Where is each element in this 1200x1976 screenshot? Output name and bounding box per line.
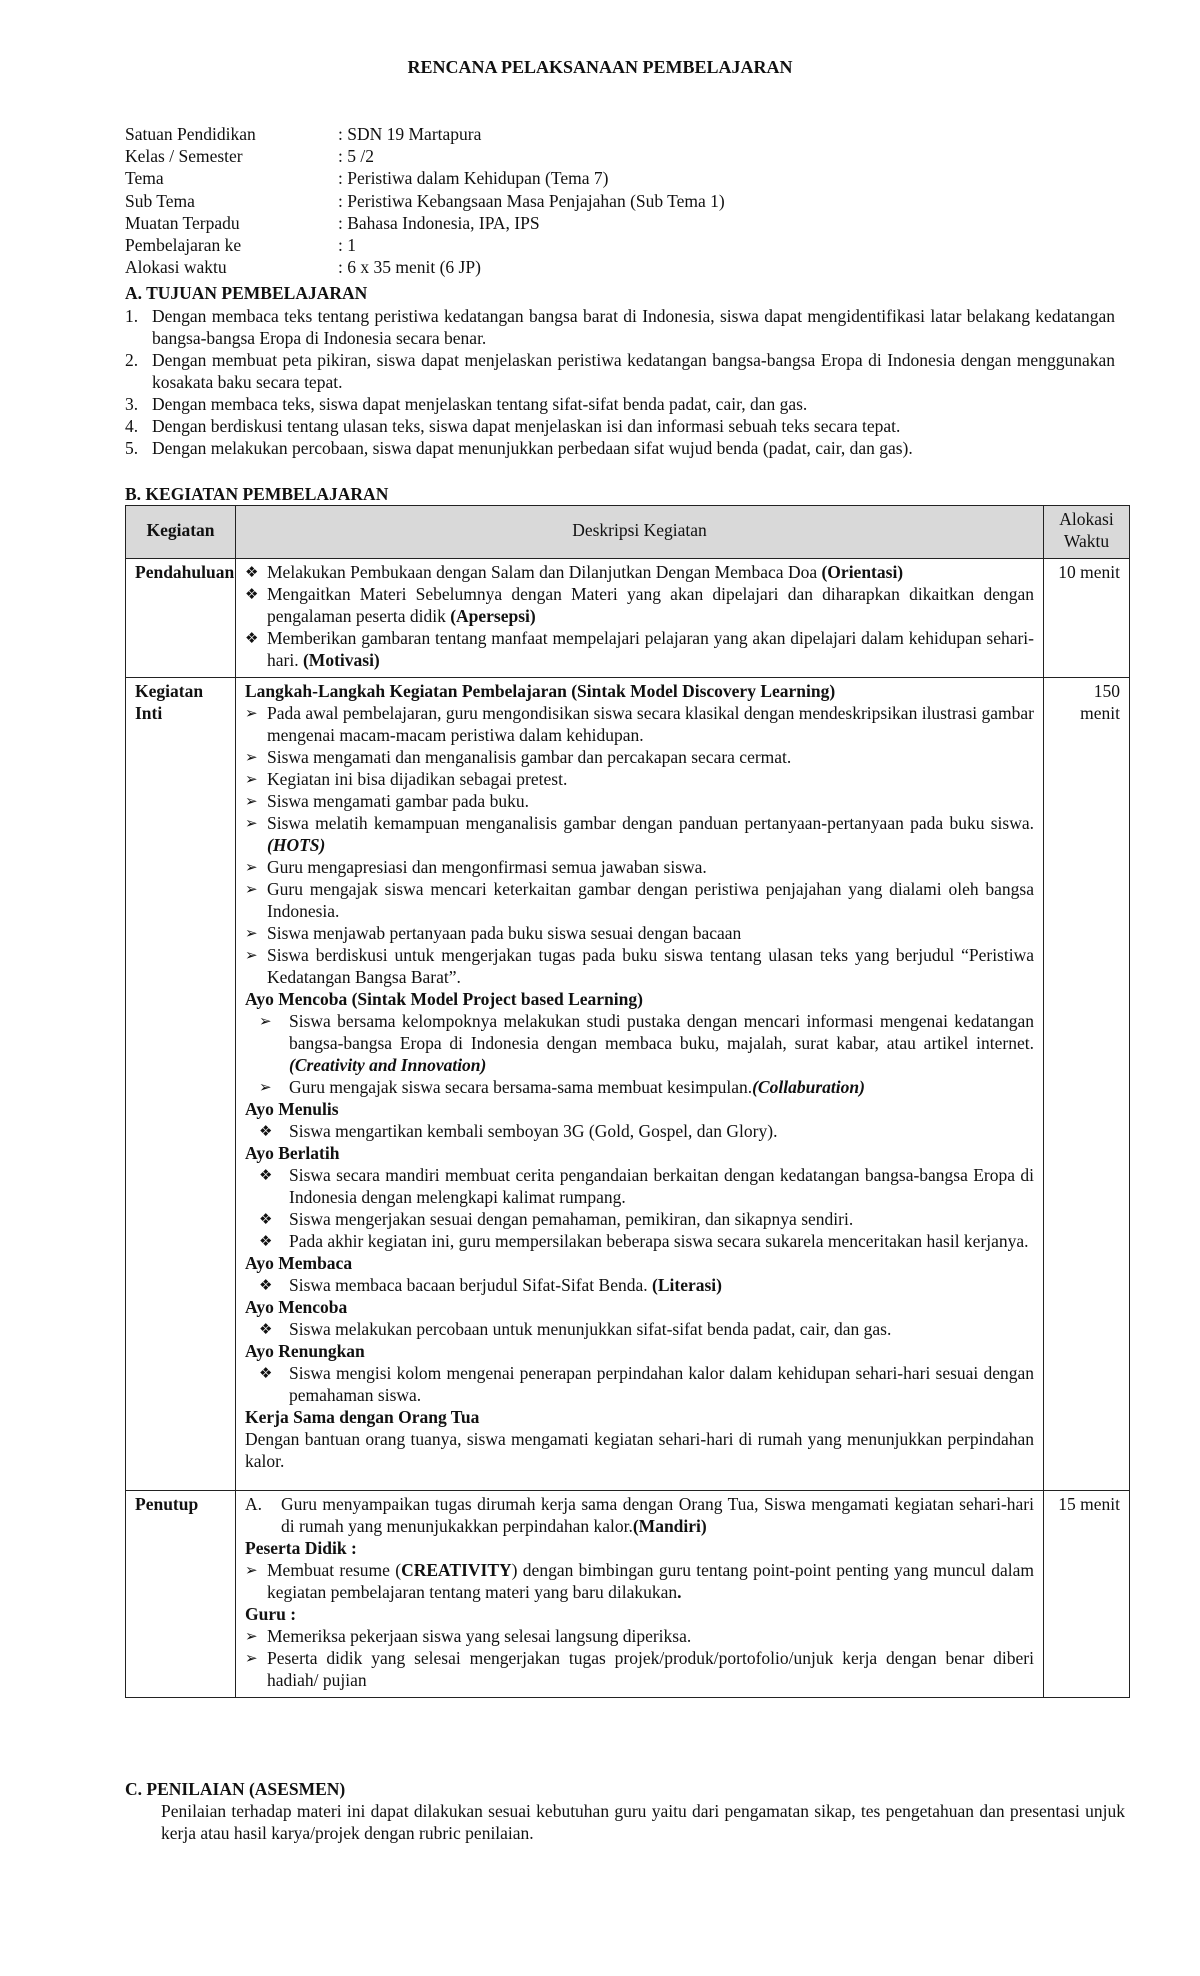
item-text: Siswa melatih kemampuan menganalisis gambar dengan panduan pertanyaan-pertanyaan pada buku siswa. (267, 813, 1034, 833)
arrow-bullet-icon: ➢ (245, 748, 258, 766)
label-pendahuluan: Pendahuluan (126, 559, 236, 678)
diamond-bullet-icon: ❖ (259, 1364, 273, 1382)
info-label: Alokasi waktu (125, 257, 227, 278)
subheading-peserta-didik: Peserta Didik : (245, 1538, 357, 1558)
info-value: : 1 (338, 234, 356, 255)
section-a-heading: A. TUJUAN PEMBELAJARAN (125, 283, 368, 303)
item-text: Guru mengapresiasi dan mengonfirmasi semua jawaban siswa. (267, 857, 707, 877)
diamond-bullet-icon: ❖ (259, 1210, 273, 1228)
goal-text: Dengan berdiskusi tentang ulasan teks, siswa dapat menjelaskan isi dan informasi sebuah teks secara tepat. (152, 416, 901, 436)
subheading-kerja-sama: Kerja Sama dengan Orang Tua (245, 1407, 480, 1427)
diamond-bullet-icon: ❖ (259, 1166, 273, 1184)
list-item (245, 1076, 1034, 1098)
item-text: Siswa melakukan percobaan untuk menunjukkan sifat-sifat benda padat, cair, dan gas. (289, 1319, 892, 1339)
item-text: Pada awal pembelajaran, guru mengondisikan siswa secara klasikal dengan mendeskripsikan ilustrasi gambar mengenai macam-macam peristiwa dalam kehidupan. (267, 703, 1034, 745)
arrow-bullet-icon: ➢ (245, 924, 258, 942)
info-value: : 5 /2 (338, 146, 374, 167)
item-text: Peserta didik yang selesai mengerjakan tugas projek/produk/portofolio/unjuk kerja dengan benar diberi hadiah/ pujian (267, 1648, 1034, 1690)
row-kegiatan-inti (126, 678, 1130, 1491)
item-text: Siswa secara mandiri membuat cerita pengandaian berkaitan dengan kedatangan bangsa-bangsa Eropa di Indonesia dengan melengkapi kalimat rumpang. (289, 1165, 1034, 1207)
list-item (245, 1559, 1034, 1603)
arrow-bullet-icon: ➢ (245, 880, 258, 898)
info-value: : Peristiwa Kebangsaan Masa Penjajahan (Sub Tema 1) (338, 190, 725, 211)
list-item (245, 1647, 1034, 1691)
arrow-bullet-icon: ➢ (259, 1078, 272, 1096)
goal-item (125, 349, 1115, 393)
diamond-bullet-icon: ❖ (259, 1320, 273, 1338)
header-kegiatan: Kegiatan (126, 506, 236, 559)
item-text: Siswa mengartikan kembali semboyan 3G (Gold, Gospel, dan Glory). (289, 1121, 778, 1141)
subheading-tag: (Sintak Model Project based Learning) (351, 989, 643, 1009)
info-row (125, 234, 725, 256)
header-alokasi: Alokasi Waktu (1044, 506, 1130, 559)
list-item (245, 922, 1034, 944)
list-item (245, 746, 1034, 768)
goal-number: 4. (125, 416, 139, 436)
info-row (125, 212, 725, 234)
arrow-bullet-icon: ➢ (245, 814, 258, 832)
assessment-section (125, 1778, 1125, 1844)
list-item (245, 1010, 1034, 1076)
item-text: Guru mengajak siswa mencari keterkaitan gambar dengan peristiwa penjajahan yang dialami oleh bangsa Indonesia. (267, 879, 1034, 921)
info-label: Muatan Terpadu (125, 212, 240, 233)
item-text: Memberikan gambaran tentang manfaat mempelajari pelajaran yang akan dipelajari dalam kehidupan sehari-hari. (267, 628, 1034, 670)
goals-list (125, 305, 1115, 459)
info-value: : 6 x 35 menit (6 JP) (338, 257, 481, 278)
goal-text: Dengan membaca teks tentang peristiwa kedatangan bangsa barat di Indonesia, siswa dapat mengidentifikasi latar belakang kedatangan bangsa-bangsa Eropa di Indonesia secara benar. (152, 306, 1115, 348)
info-label: Kelas / Semester (125, 146, 243, 167)
diamond-bullet-icon: ❖ (245, 629, 259, 647)
list-item (245, 812, 1034, 856)
list-item (245, 768, 1034, 790)
table-header-row (126, 506, 1130, 559)
item-emphasis: CREATIVITY (401, 1560, 512, 1580)
info-label: Tema (125, 168, 164, 189)
list-item (245, 1493, 1034, 1537)
list-item (245, 1274, 1034, 1296)
item-text: ) dengan bimbingan guru tentang point-point penting yang muncul dalam kegiatan pembelajaran tentang materi yang baru dilakukan (267, 1560, 1034, 1602)
duration-penutup: 15 menit (1044, 1491, 1130, 1698)
activities-table (125, 505, 1130, 1698)
goal-text: Dengan membuat peta pikiran, siswa dapat menjelaskan peristiwa kedatangan bangsa-bangsa Eropa di Indonesia dengan menggunakan kosakata baku secara tepat. (152, 350, 1115, 392)
goal-item (125, 437, 1115, 459)
info-label: Satuan Pendidikan (125, 124, 256, 144)
diamond-bullet-icon: ❖ (259, 1232, 273, 1250)
diamond-bullet-icon: ❖ (259, 1276, 273, 1294)
item-tag: (Orientasi) (821, 562, 904, 582)
list-item (245, 1120, 1034, 1142)
diamond-bullet-icon: ❖ (245, 585, 259, 603)
item-tag: (Motivasi) (302, 650, 380, 670)
list-item (245, 627, 1034, 671)
item-text: Siswa mengerjakan sesuai dengan pemahaman, pemikiran, dan sikapnya sendiri. (289, 1209, 854, 1229)
arrow-bullet-icon: ➢ (259, 1012, 272, 1030)
label-kegiatan-inti: Kegiatan Inti (126, 678, 236, 1491)
row-pendahuluan (126, 559, 1130, 678)
item-tag: (Mandiri) (632, 1516, 707, 1536)
info-row (125, 167, 725, 189)
info-value: : Bahasa Indonesia, IPA, IPS (338, 212, 540, 233)
goal-number: 2. (125, 350, 139, 370)
subheading-ayo-berlatih: Ayo Berlatih (245, 1143, 340, 1163)
subheading-ayo-mencoba-2: Ayo Mencoba (245, 1297, 348, 1317)
list-item (245, 878, 1034, 922)
list-item (245, 702, 1034, 746)
row-penutup (126, 1491, 1130, 1698)
item-text: Siswa bersama kelompoknya melakukan studi pustaka dengan mencari informasi mengenai kedatangan bangsa-bangsa Eropa di Indonesia dengan membaca buku, majalah, surat kabar, atau artikel internet. (289, 1011, 1034, 1053)
goal-text: Dengan membaca teks, siswa dapat menjelaskan tentang sifat-sifat benda padat, cair, dan gas. (152, 394, 808, 414)
info-row (125, 145, 725, 167)
section-b-heading: B. KEGIATAN PEMBELAJARAN (125, 484, 389, 504)
item-text: Membuat resume ( (267, 1560, 402, 1580)
goal-number: 5. (125, 438, 139, 458)
info-row (125, 123, 725, 145)
list-item (245, 583, 1034, 627)
heading-tag: (Sintak Model Discovery Learning) (571, 681, 836, 701)
info-value: : Peristiwa dalam Kehidupan (Tema 7) (338, 168, 609, 189)
inti-heading (245, 680, 1034, 702)
info-row (125, 190, 725, 212)
page-title: RENCANA PELAKSANAAN PEMBELAJARAN (407, 57, 793, 77)
desc-kegiatan-inti (236, 678, 1044, 1491)
item-tag: (Literasi) (652, 1275, 722, 1295)
goal-item (125, 415, 1115, 437)
item-text: Memeriksa pekerjaan siswa yang selesai langsung diperiksa. (267, 1626, 692, 1646)
item-marker: A. (245, 1494, 263, 1514)
info-value: : SDN 19 Martapura (338, 124, 482, 144)
item-text: Mengaitkan Materi Sebelumnya dengan Materi yang akan dipelajari dan diharapkan dikaitkan dengan pengalaman peserta didik (267, 584, 1034, 626)
goal-item (125, 393, 1115, 415)
item-tag: (Collaburation) (752, 1077, 865, 1097)
info-block (125, 123, 725, 278)
list-item (245, 561, 1034, 583)
list-item (245, 856, 1034, 878)
list-item (245, 1164, 1034, 1208)
list-item (245, 790, 1034, 812)
desc-pendahuluan (236, 559, 1044, 678)
goal-item (125, 305, 1115, 349)
subheading-ayo-menulis: Ayo Menulis (245, 1099, 339, 1119)
item-text: Pada akhir kegiatan ini, guru mempersilakan beberapa siswa secara sukarela menceritakan hasil kerjanya. (289, 1231, 1029, 1251)
item-end: . (677, 1582, 682, 1602)
info-row (125, 256, 725, 278)
arrow-bullet-icon: ➢ (245, 1627, 258, 1645)
kerja-sama-text: Dengan bantuan orang tuanya, siswa mengamati kegiatan sehari-hari di rumah yang menunjukkan perpindahan kalor. (245, 1429, 1034, 1471)
item-tag: (HOTS) (267, 835, 326, 855)
subheading-ayo-mencoba (245, 988, 1034, 1010)
item-tag: (Apersepsi) (450, 606, 536, 626)
item-text: Siswa membaca bacaan berjudul Sifat-Sifat Benda. (289, 1275, 648, 1295)
subheading-text: Ayo Mencoba (245, 989, 348, 1009)
assessment-text: Penilaian terhadap materi ini dapat dilakukan sesuai kebutuhan guru yaitu dari pengamatan sikap, tes pengetahuan dan presentasi unjuk kerja atau hasil karya/projek dengan rubric penilaian. (161, 1801, 1125, 1843)
goal-number: 3. (125, 394, 139, 414)
subheading-guru: Guru : (245, 1604, 297, 1624)
list-item (245, 1362, 1034, 1406)
heading-text: Langkah-Langkah Kegiatan Pembelajaran (245, 681, 567, 701)
diamond-bullet-icon: ❖ (245, 563, 259, 581)
arrow-bullet-icon: ➢ (245, 792, 258, 810)
goal-number: 1. (125, 306, 139, 326)
arrow-bullet-icon: ➢ (245, 946, 258, 964)
item-text: Siswa mengisi kolom mengenai penerapan perpindahan kalor dalam kehidupan sehari-hari sesuai dengan pemahaman siswa. (289, 1363, 1034, 1405)
list-item (245, 1208, 1034, 1230)
label-penutup: Penutup (126, 1491, 236, 1698)
arrow-bullet-icon: ➢ (245, 1561, 258, 1579)
list-item (245, 1625, 1034, 1647)
item-text: Guru menyampaikan tugas dirumah kerja sama dengan Orang Tua, Siswa mengamati kegiatan sehari-hari di rumah yang menunjukakkan perpindahan kalor. (281, 1494, 1034, 1536)
item-text: Siswa menjawab pertanyaan pada buku siswa sesuai dengan bacaan (267, 923, 742, 943)
list-item (245, 1318, 1034, 1340)
duration-kegiatan-inti: 150 menit (1044, 678, 1130, 1491)
arrow-bullet-icon: ➢ (245, 858, 258, 876)
section-c-heading: C. PENILAIAN (ASESMEN) (125, 1779, 346, 1799)
desc-penutup (236, 1491, 1044, 1698)
arrow-bullet-icon: ➢ (245, 1649, 258, 1667)
item-tag: (Creativity and Innovation) (289, 1055, 487, 1075)
list-item (245, 1230, 1034, 1252)
list-item (245, 944, 1034, 988)
subheading-ayo-membaca: Ayo Membaca (245, 1253, 353, 1273)
item-text: Kegiatan ini bisa dijadikan sebagai pretest. (267, 769, 568, 789)
info-label: Pembelajaran ke (125, 234, 242, 255)
item-text: Melakukan Pembukaan dengan Salam dan Dilanjutkan Dengan Membaca Doa (267, 562, 818, 582)
item-text: Guru mengajak siswa secara bersama-sama membuat kesimpulan. (289, 1077, 753, 1097)
arrow-bullet-icon: ➢ (245, 704, 258, 722)
header-deskripsi: Deskripsi Kegiatan (236, 506, 1044, 559)
diamond-bullet-icon: ❖ (259, 1122, 273, 1140)
arrow-bullet-icon: ➢ (245, 770, 258, 788)
info-label: Sub Tema (125, 190, 195, 211)
duration-pendahuluan: 10 menit (1044, 559, 1130, 678)
subheading-ayo-renungkan: Ayo Renungkan (245, 1341, 365, 1361)
item-text: Siswa berdiskusi untuk mengerjakan tugas pada buku siswa tentang ulasan teks yang berjudul “Peristiwa Kedatangan Bangsa Barat”. (267, 945, 1034, 987)
goal-text: Dengan melakukan percobaan, siswa dapat menunjukkan perbedaan sifat wujud benda (padat, cair, dan gas). (152, 438, 913, 458)
item-text: Siswa mengamati gambar pada buku. (267, 791, 529, 811)
item-text: Siswa mengamati dan menganalisis gambar dan percakapan secara cermat. (267, 747, 792, 767)
